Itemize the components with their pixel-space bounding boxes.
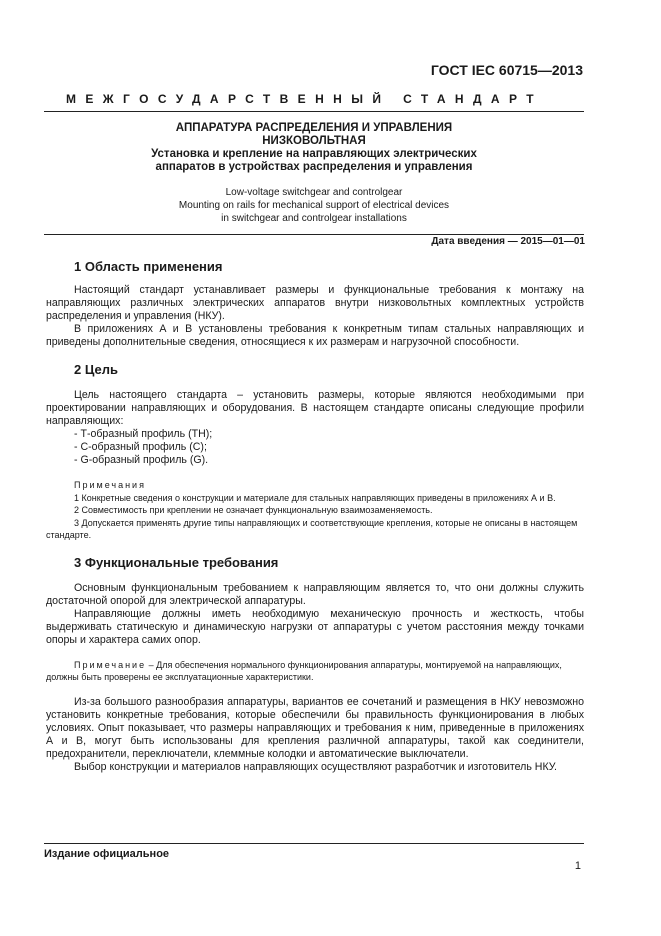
section-1-paragraph-1: Настоящий стандарт устанавливает размеры и функциональные требования к монтажу на направляющих различных электрических аппаратов внутри низковольтных комплектных устройств распределения и управления (НКУ). [46,284,584,322]
profile-item-2: - С-образный профиль (С); [74,441,207,453]
note-2: 2 Совместимость при креплении не означает функциональную взаимозаменяемость. [74,505,433,515]
section-3-heading: 3 Функциональные требования [74,554,279,570]
en-title-line-2: Mounting on rails for mechanical support of electrical devices [178,200,450,211]
profile-item-3: - G-образный профиль (G). [74,454,209,466]
notes-title: Примечания [74,480,146,490]
ru-title-line-4: аппаратов в устройствах распределения и управления [155,161,473,173]
en-title-line-1: Low-voltage switchgear and controlgear [225,187,403,198]
top-rule [44,111,584,112]
document-body [46,258,584,774]
en-title-line-3: in switchgear and controlgear installations [221,213,407,224]
note-label: Примечание [74,659,147,670]
section-3-paragraph-2: Направляющие должны иметь необходимую механическую прочность и жесткость, чтобы выдерживать статическую и динамическую нагрузки от аппаратуры с учетом расстояния между точками опоры и характера самих опор. [46,607,584,646]
edition-label: Издание официальное [44,848,170,860]
note-text: – Для обеспечения нормального функционирования аппаратуры, монтируемой на направляющих, должны быть проверены ее эксплуатационные характеристики. [46,659,562,682]
section-1-heading: 1 Область применения [74,259,223,274]
introduction-date: Дата введения — 2015—01—01 [431,236,585,247]
page-number: 1 [574,860,581,872]
profile-item-1: - Т-образный профиль (ТН); [74,428,213,440]
section-3-paragraph-1: Основным функциональным требованием к направляющим является то, что они должны служить достаточной опорой для электрической аппаратуры. [46,581,584,607]
section-3-paragraph-4: Выбор конструкции и материалов направляющих осуществляют разработчик и изготовитель НКУ. [74,760,557,773]
standard-number: ГОСТ IEC 60715—2013 [430,62,583,78]
section-3-paragraph-3: Из-за большого разнообразия аппаратуры, вариантов ее сочетаний и размещения в НКУ невозможно установить конкретные требования, которые обеспечили бы правильность функционирования в любых условиях. Опыт показывает, что размеры направляющих и требования к ним, приведенные в приложениях А и В, могут быть использованы для крепления различной аппаратуры, такой как соединители, предохранители, переключатели, клеммные колодки и автоматические выключатели. [46,695,584,760]
standard-banner: МЕЖГОСУДАРСТВЕННЫЙ СТАНДАРТ [66,92,543,106]
note-3: 3 Допускается применять другие типы направляющих и соответствующие крепления, которые не описаны в настоящем стандарте. [46,517,578,540]
section-3-note [46,659,584,684]
note-1: 1 Конкретные сведения о конструкции и материале для стальных направляющих приведены в приложениях А и В. [74,492,556,503]
bottom-rule [44,234,584,235]
title-block [44,122,584,225]
section-1-paragraph-2: В приложениях А и В установлены требования к конкретным типам стальных направляющих и приведены дополнительные сведения, относящиеся к их размерам и нагрузочной способности. [46,323,584,348]
en-title [44,186,584,225]
ru-title-line-1: АППАРАТУРА РАСПРЕДЕЛЕНИЯ И УПРАВЛЕНИЯ [175,122,453,134]
ru-title-line-2: НИЗКОВОЛЬТНАЯ [262,135,366,147]
section-2-heading: 2 Цель [74,362,118,377]
ru-title-line-3: Установка и крепление на направляющих электрических [151,148,477,160]
section-2-paragraph-1: Цель настоящего стандарта – установить размеры, которые являются необходимыми при проектировании направляющих и оборудования. В настоящем стандарте описаны следующие профили направляющих: [46,389,584,427]
footer-rule [44,843,584,844]
